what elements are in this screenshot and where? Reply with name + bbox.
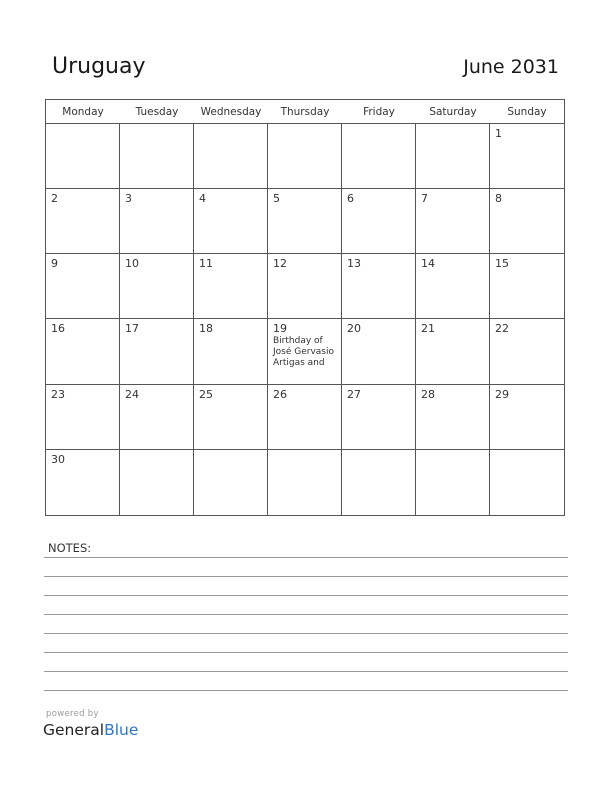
day-number: 19	[273, 322, 287, 336]
day-number: 23	[51, 387, 65, 401]
day-number: 12	[273, 257, 287, 271]
day-cell[interactable]	[194, 189, 268, 254]
brand-blue: Blue	[104, 721, 139, 739]
day-number: 27	[347, 387, 361, 401]
day-cell[interactable]	[268, 450, 342, 515]
note-line[interactable]	[44, 671, 568, 672]
day-number: 3	[125, 192, 132, 206]
day-number: 24	[125, 387, 139, 401]
day-cell[interactable]	[268, 189, 342, 254]
day-cell[interactable]	[268, 385, 342, 450]
day-number: 25	[199, 387, 213, 401]
day-number: 17	[125, 322, 139, 336]
weekday-header-sunday: Sunday	[507, 106, 547, 118]
day-cell[interactable]	[342, 124, 416, 189]
holiday-event: Birthday of José Gervasio Artigas and	[273, 336, 334, 369]
day-cell[interactable]	[490, 385, 564, 450]
day-cell[interactable]	[194, 450, 268, 515]
day-cell[interactable]	[46, 319, 120, 384]
day-cell[interactable]	[120, 385, 194, 450]
page-title: Uruguay	[52, 54, 146, 79]
day-cell[interactable]	[46, 189, 120, 254]
day-cell[interactable]	[342, 385, 416, 450]
day-number: 9	[51, 257, 58, 271]
day-number: 30	[51, 452, 65, 466]
day-cell[interactable]	[268, 254, 342, 319]
day-cell[interactable]	[416, 385, 490, 450]
brand-logo[interactable]	[43, 721, 138, 739]
day-cell[interactable]	[490, 189, 564, 254]
calendar-days	[46, 124, 564, 515]
note-line[interactable]	[44, 595, 568, 596]
note-line[interactable]	[44, 614, 568, 615]
day-cell[interactable]	[490, 319, 564, 384]
day-number: 13	[347, 257, 361, 271]
day-cell[interactable]	[46, 124, 120, 189]
note-line[interactable]	[44, 690, 568, 691]
day-number: 6	[347, 192, 354, 206]
note-line[interactable]	[44, 557, 568, 558]
day-number: 18	[199, 322, 213, 336]
day-number: 16	[51, 322, 65, 336]
day-number: 5	[273, 192, 280, 206]
brand-general: General	[43, 721, 105, 739]
month-label: June 2031	[463, 56, 559, 78]
weekday-header-thursday: Thursday	[280, 106, 330, 118]
day-number: 14	[421, 257, 435, 271]
day-cell[interactable]	[342, 254, 416, 319]
day-number: 4	[199, 192, 206, 206]
day-number: 10	[125, 257, 139, 271]
day-cell[interactable]	[342, 189, 416, 254]
day-number: 8	[495, 192, 502, 206]
day-cell[interactable]	[194, 254, 268, 319]
day-cell[interactable]	[46, 385, 120, 450]
weekday-header-wednesday: Wednesday	[200, 106, 262, 118]
day-cell[interactable]	[416, 319, 490, 384]
day-cell[interactable]	[120, 450, 194, 515]
day-number: 28	[421, 387, 435, 401]
calendar-grid	[45, 99, 565, 516]
notes-label: NOTES:	[48, 541, 92, 555]
day-cell[interactable]	[120, 319, 194, 384]
weekday-header-saturday: Saturday	[429, 106, 477, 118]
day-cell[interactable]	[490, 124, 564, 189]
day-cell[interactable]	[194, 319, 268, 384]
day-cell[interactable]	[342, 319, 416, 384]
day-number: 21	[421, 322, 435, 336]
note-line[interactable]	[44, 633, 568, 634]
day-number: 1	[495, 127, 502, 140]
day-number: 7	[421, 192, 428, 206]
day-cell[interactable]	[490, 450, 564, 515]
weekday-header-friday: Friday	[363, 106, 395, 118]
day-cell[interactable]	[46, 254, 120, 319]
day-cell[interactable]	[268, 124, 342, 189]
day-number: 2	[51, 192, 58, 206]
powered-by-label: powered by	[46, 709, 99, 719]
day-cell[interactable]	[194, 124, 268, 189]
weekday-header-row	[46, 100, 564, 124]
day-cell[interactable]	[416, 450, 490, 515]
day-number: 15	[495, 257, 509, 271]
day-number: 22	[495, 322, 509, 336]
day-cell[interactable]	[268, 319, 342, 384]
note-line[interactable]	[44, 576, 568, 577]
day-cell[interactable]	[194, 385, 268, 450]
day-number: 26	[273, 387, 287, 401]
day-cell[interactable]	[46, 450, 120, 515]
day-cell[interactable]	[120, 189, 194, 254]
day-cell[interactable]	[490, 254, 564, 319]
day-cell[interactable]	[416, 189, 490, 254]
day-number: 11	[199, 257, 213, 271]
day-number: 20	[347, 322, 361, 336]
day-number: 29	[495, 387, 509, 401]
day-cell[interactable]	[416, 124, 490, 189]
note-line[interactable]	[44, 652, 568, 653]
weekday-header-monday: Monday	[62, 106, 104, 118]
day-cell[interactable]	[342, 450, 416, 515]
weekday-header-tuesday: Tuesday	[135, 106, 179, 118]
day-cell[interactable]	[416, 254, 490, 319]
day-cell[interactable]	[120, 254, 194, 319]
day-cell[interactable]	[120, 124, 194, 189]
